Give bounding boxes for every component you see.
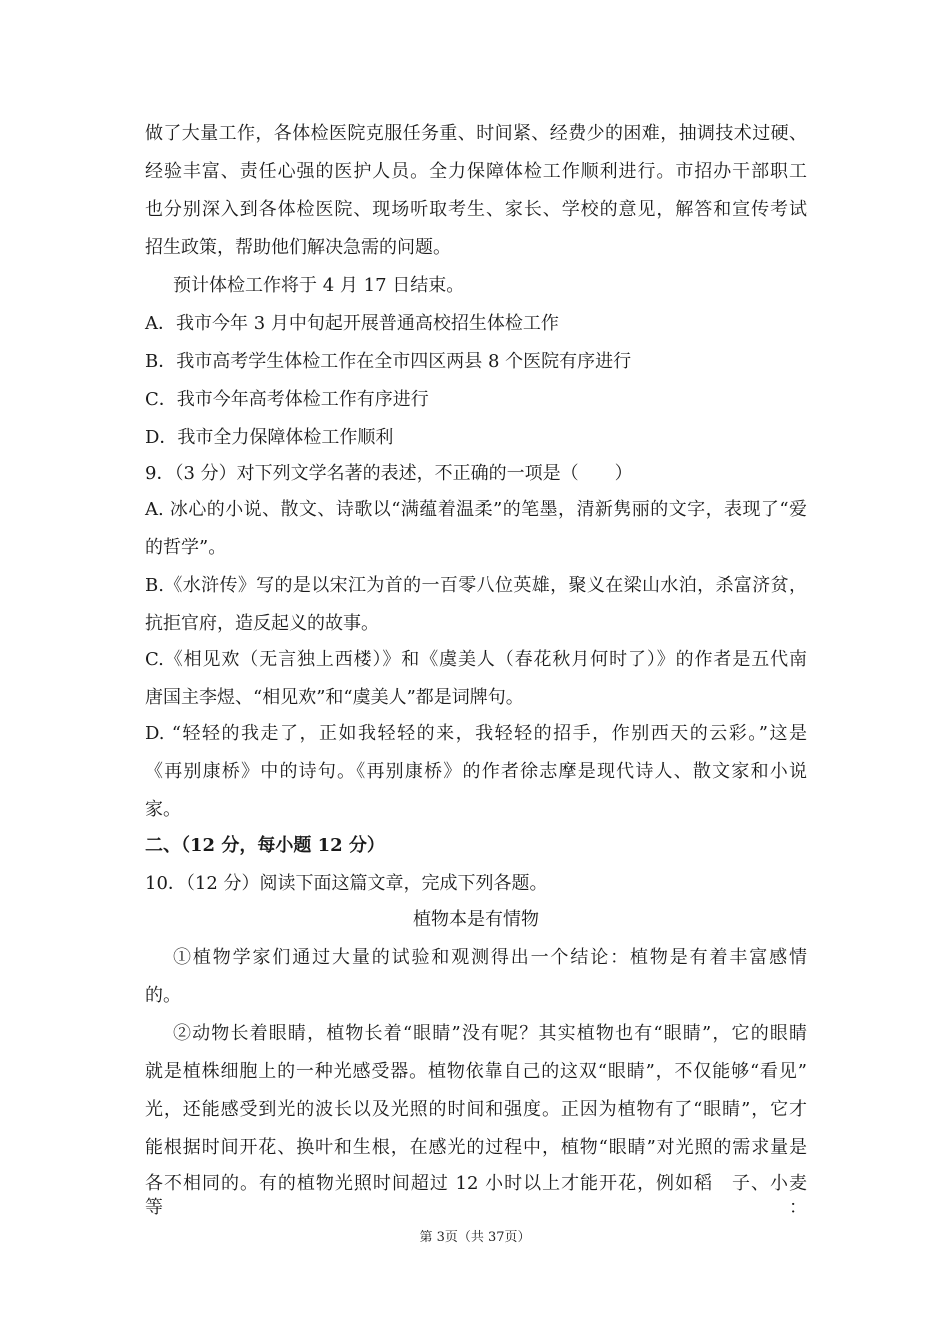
page-footer: 第 3页（共 37页） bbox=[419, 1230, 531, 1245]
option-b: B.《水浒传》写的是以宋江为首的一百零八位英雄，聚义在梁山水泊，杀富济贫， bbox=[145, 575, 807, 596]
paragraph-2: ②动物长着眼睛，植物长着“眼睛”没有呢？其实植物也有“眼睛”，它的眼睛 bbox=[173, 1023, 807, 1044]
text-line: 预计体检工作将于 4 月 17 日结束。 bbox=[173, 275, 465, 296]
text-line: 能根据时间开花、换叶和生根，在感光的过程中，植物“眼睛”对光照的需求量是 bbox=[145, 1137, 807, 1158]
section-heading: 二、（12 分，每小题 12 分） bbox=[145, 835, 385, 856]
option-d: D. “轻轻的我走了，正如我轻轻的来，我轻轻的招手，作别西天的云彩。”这是 bbox=[145, 723, 807, 744]
option-a: A. 冰心的小说、散文、诗歌以“满蕴着温柔”的笔墨，清新隽丽的文字，表现了“爱 bbox=[145, 499, 807, 520]
text-line: 抗拒官府，造反起义的故事。 bbox=[145, 613, 379, 634]
text-line: 做了大量工作，各体检医院克服任务重、时间紧、经费少的困难，抽调技术过硬、 bbox=[145, 123, 807, 144]
text-line: 光，还能感受到光的波长以及光照的时间和强度。正因为植物有了“眼睛”，它才 bbox=[145, 1099, 807, 1120]
text-line: 也分别深入到各体检医院、现场听取考生、家长、学校的意见，解答和宣传考试 bbox=[145, 199, 807, 220]
option-b: B．我市高考学生体检工作在全市四区两县 8 个医院有序进行 bbox=[145, 351, 632, 372]
text-line: 招生政策，帮助他们解决急需的问题。 bbox=[145, 237, 451, 258]
text-line: 就是植株细胞上的一种光感受器。植物依靠自己的这双“眼睛”，不仅能够“看见” bbox=[145, 1061, 807, 1082]
option-c: C．我市今年高考体检工作有序进行 bbox=[145, 389, 429, 410]
text-line: 《再别康桥》中的诗句。《再别康桥》的作者徐志摩是现代诗人、散文家和小说 bbox=[145, 761, 807, 782]
option-a: A．我市今年 3 月中旬起开展普通高校招生体检工作 bbox=[145, 313, 559, 334]
text-line: 唐国主李煜、“相见欢”和“虞美人”都是词牌句。 bbox=[145, 687, 524, 708]
option-d: D．我市全力保障体检工作顺利 bbox=[145, 427, 394, 448]
text-line: 的哲学”。 bbox=[145, 537, 227, 558]
text-line: 经验丰富、责任心强的医护人员。全力保障体检工作顺利进行。市招办干部职工 bbox=[145, 161, 807, 182]
paragraph-1: ①植物学家们通过大量的试验和观测得出一个结论：植物是有着丰富感情 bbox=[173, 947, 807, 968]
question-10: 10．（12 分）阅读下面这篇文章，完成下列各题。 bbox=[145, 873, 548, 894]
text-line: 家。 bbox=[145, 799, 181, 820]
text-line: 的。 bbox=[145, 985, 181, 1006]
article-title: 植物本是有情物 bbox=[413, 909, 539, 930]
question-9: 9．（3 分）对下列文学名著的表述，不正确的一项是（ ） bbox=[145, 463, 633, 484]
option-c: C.《相见欢（无言独上西楼）》和《虞美人（春花秋月何时了）》的作者是五代南 bbox=[145, 649, 807, 670]
text-line: 各不相同的。有的植物光照时间超过 12 小时以上才能开花，例如稻 子、小麦等： bbox=[145, 1173, 807, 1218]
